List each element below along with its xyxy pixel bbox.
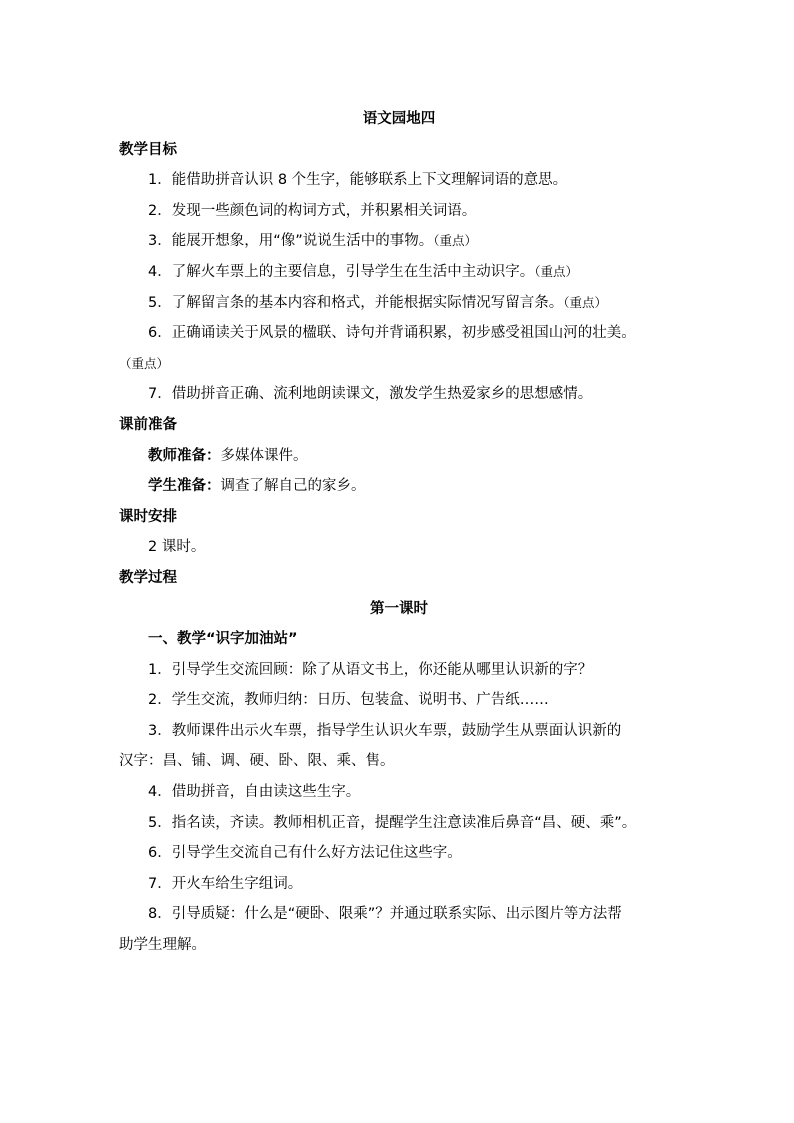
goal-item-4 <box>119 257 679 288</box>
process-step-2: 2．学生交流，教师归纳：日历、包装盒、说明书、广告纸…… <box>148 692 549 709</box>
process-step-3: 3．教师课件出示火车票，指导学生认识火车票，鼓励学生从票面认识新的 <box>148 722 622 739</box>
key-note: （重点） <box>563 294 607 310</box>
key-note: （重点） <box>119 355 170 371</box>
key-note: （重点） <box>433 233 478 249</box>
goal-item-7: 7．借助拼音正确、流利地朗读课文，激发学生热爱家乡的思想感情。 <box>148 386 593 403</box>
goal-item-3-text: 3．能展开想象，用“像”说说生活中的事物。 <box>148 233 434 250</box>
process-step-1: 1．引导学生交流回顾：除了从语文书上，你还能从哪里认识新的字？ <box>148 661 593 678</box>
part-title: 一、教学“识字加油站” <box>148 631 298 648</box>
goal-item-5-text: 5．了解留言条的基本内容和格式，并能根据实际情况写留言条。 <box>148 294 564 311</box>
section-heading-process: 教学过程 <box>119 569 177 586</box>
section-heading-prep: 课前准备 <box>119 416 177 433</box>
process-step-8: 8．引导质疑：什么是“硬卧、限乘”？并通过联系实际、出示图片等方法帮 <box>148 906 622 923</box>
process-step-5: 5．指名读，齐读。教师相机正音，提醒学生注意读准后鼻音“昌、硬、乘”。 <box>148 814 637 831</box>
goal-item-4-text: 4．了解火车票上的主要信息，引导学生在生活中主动识字。 <box>148 263 535 280</box>
goal-item-6-note <box>119 349 679 380</box>
key-note: （重点） <box>534 263 578 279</box>
process-step-6: 6．引导学生交流自己有什么好方法记住这些字。 <box>148 845 462 862</box>
section-heading-schedule: 课时安排 <box>119 508 177 525</box>
goal-item-2: 2．发现一些颜色词的构词方式，并积累相关词语。 <box>148 202 477 219</box>
student-prep-label: 学生准备： <box>148 478 221 495</box>
process-step-8-cont: 助学生理解。 <box>119 937 206 954</box>
document-page <box>119 104 679 961</box>
goal-item-3 <box>119 226 679 257</box>
goal-item-6: 6．正确诵读关于风景的楹联、诗句并背诵积累，初步感受祖国山河的壮美。 <box>148 325 636 342</box>
process-step-4: 4．借助拼音，自由读这些生字。 <box>148 784 361 801</box>
goal-item-5 <box>119 288 679 319</box>
teacher-prep <box>119 441 679 472</box>
teacher-prep-text: 多媒体课件。 <box>220 447 308 464</box>
document-title: 语文园地四 <box>362 111 436 127</box>
schedule-text: 2 课时。 <box>148 539 206 556</box>
lesson-title: 第一课时 <box>370 600 428 617</box>
process-step-3-cont: 汉字：昌、铺、调、硬、卧、限、乘、售。 <box>119 753 395 770</box>
student-prep-text: 调查了解自己的家乡。 <box>220 478 366 495</box>
teacher-prep-label: 教师准备： <box>148 447 221 464</box>
process-step-7: 7．开火车给生字组词。 <box>148 875 303 892</box>
section-heading-goals: 教学目标 <box>119 141 177 158</box>
goal-item-1: 1．能借助拼音认识 8 个生字，能够联系上下文理解词语的意思。 <box>148 172 568 189</box>
student-prep <box>119 471 679 502</box>
